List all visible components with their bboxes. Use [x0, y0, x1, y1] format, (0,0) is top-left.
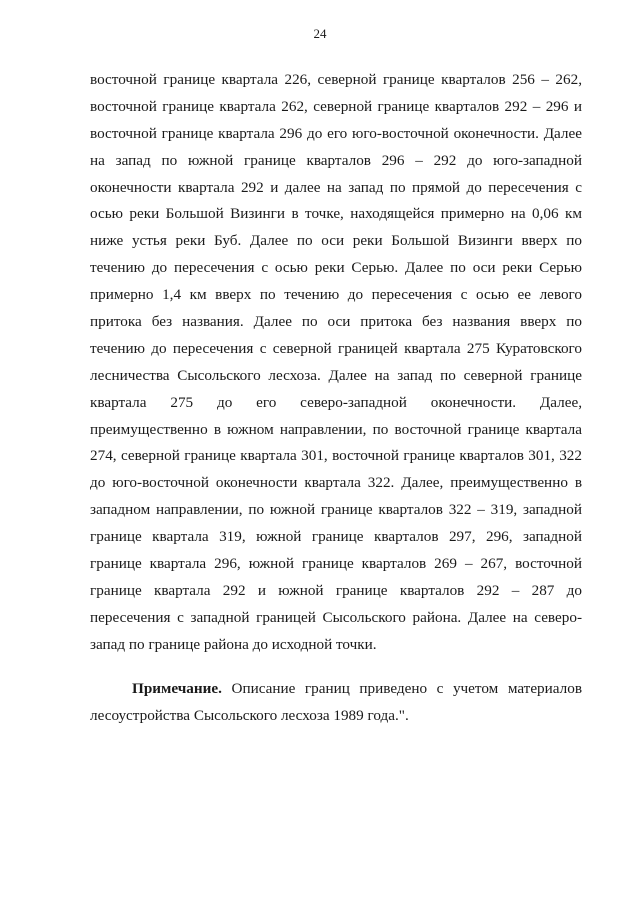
text-line: ниже устья реки Буб. Далее по оси реки Большой Визинги вверх по: [90, 232, 582, 250]
text-line: границе квартала 296, южной границе кварталов 269 – 267, восточной: [90, 555, 582, 573]
page-number: 24: [313, 26, 327, 41]
text-line: восточной границе квартала 226, северной границе кварталов 256 – 262,: [90, 71, 582, 88]
text-line: притока без названия. Далее по оси притока без названия вверх по: [90, 313, 582, 331]
boundary-description: [90, 67, 582, 659]
text-line: западном направлении, по южной границе кварталов 322 – 319, западной: [90, 501, 582, 519]
text-line: восточной границе квартала 262, северной границе кварталов 292 – 296 и: [90, 97, 582, 115]
text-line: границе квартала 292 и южной границе кварталов 292 – 287 до: [90, 581, 582, 599]
text-line: преимущественно в южном направлении, по восточной границе квартала: [90, 420, 582, 438]
text-line: границе квартала 319, южной границе кварталов 297, 296, западной: [90, 528, 582, 546]
text-line: лесничества Сысольского лесхоза. Далее на запад по северной границе: [90, 366, 582, 384]
text-line: восточной границе квартала 296 до его юго-восточной оконечности. Далее: [90, 124, 582, 142]
text-line: течению до пересечения с осью реки Серью. Далее по оси реки Серью: [90, 259, 582, 277]
note-line: лесоустройства Сысольского лесхоза 1989 года.".: [90, 706, 409, 724]
note-paragraph: [90, 676, 582, 730]
text-line: течению до пересечения с северной границей квартала 275 Куратовского: [90, 339, 582, 357]
text-line: пересечения с западной границей Сысольского района. Далее на северо-: [90, 608, 582, 626]
note-label: Примечание.: [132, 680, 222, 697]
text-line: на запад по южной границе кварталов 296 – 292 до юго-западной: [90, 151, 582, 169]
text-line: оконечности квартала 292 и далее на запад по прямой до пересечения с: [90, 178, 582, 196]
text-line: 274, северной границе квартала 301, восточной границе кварталов 301, 322: [90, 447, 582, 465]
text-line: запад по границе района до исходной точки.: [90, 635, 377, 653]
text-line: осью реки Большой Визинги в точке, находящейся примерно на 0,06 км: [90, 205, 582, 223]
text-line: до юго-восточной оконечности квартала 322. Далее, преимущественно в: [90, 474, 582, 492]
note-text: Описание границ приведено с учетом материалов: [221, 680, 582, 697]
text-line: квартала 275 до его северо-западной оконечности. Далее,: [90, 393, 582, 411]
note-line: [90, 676, 582, 703]
text-line: примерно 1,4 км вверх по течению до пересечения с осью ее левого: [90, 286, 582, 304]
